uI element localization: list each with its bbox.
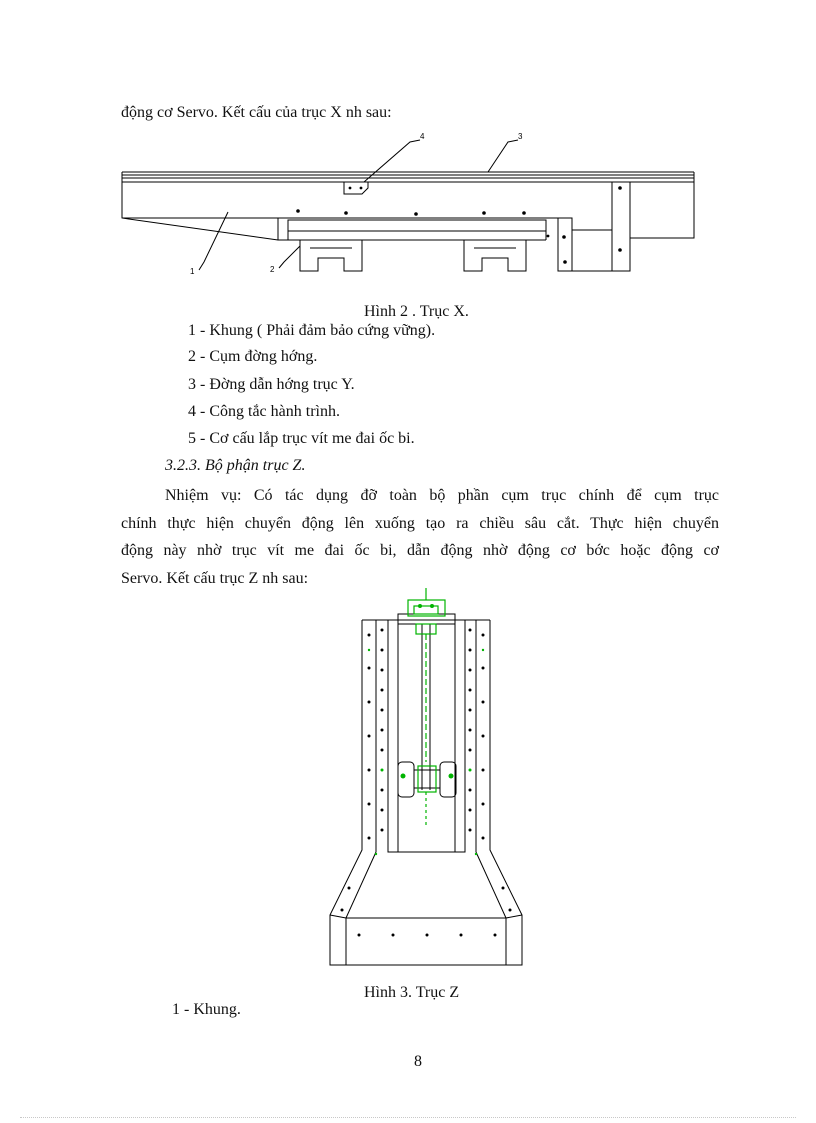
list-item: 4 - Công tắc hành trình. <box>188 403 340 420</box>
list-item: 3 - Đờng dẫn hớng trục Y. <box>188 376 355 393</box>
callout-3: 3 <box>518 132 523 141</box>
paragraph-line: Nhiệm vụ: Có tác dụng đỡ toàn bộ phần cụm trục chính để cụm trục <box>165 487 719 504</box>
list-item: 5 - Cơ cấu lắp trục vít me đai ốc bi. <box>188 430 415 447</box>
callout-1: 1 <box>190 267 195 276</box>
figure-2-caption: Hình 2 . Trục X. <box>364 303 469 320</box>
figure-3-caption: Hình 3. Trục Z <box>364 984 460 1001</box>
callout-2: 2 <box>270 265 275 274</box>
page-border-line <box>20 1117 796 1118</box>
section-heading: 3.2.3. Bộ phận trục Z. <box>165 457 306 474</box>
paragraph-line: Servo. Kết cấu trục Z nh sau: <box>121 569 309 587</box>
list-item: 1 - Khung. <box>172 1001 241 1018</box>
list-item: 2 - Cụm đờng hớng. <box>188 348 318 365</box>
callout-4: 4 <box>420 132 425 141</box>
paragraph-line: động này nhờ trục vít me đai ốc bi, dẫn động nhờ động cơ bớc hoặc động cơ <box>121 542 719 559</box>
paragraph-line: chính thực hiện chuyển động lên xuống tạo ra chiều sâu cắt. Thực hiện chuyển <box>121 514 719 532</box>
list-item: 1 - Khung ( Phải đảm bảo cứng vững). <box>188 322 436 339</box>
page-number: 8 <box>414 1053 422 1070</box>
intro-line: động cơ Servo. Kết cấu của trục X nh sau: <box>121 104 392 121</box>
